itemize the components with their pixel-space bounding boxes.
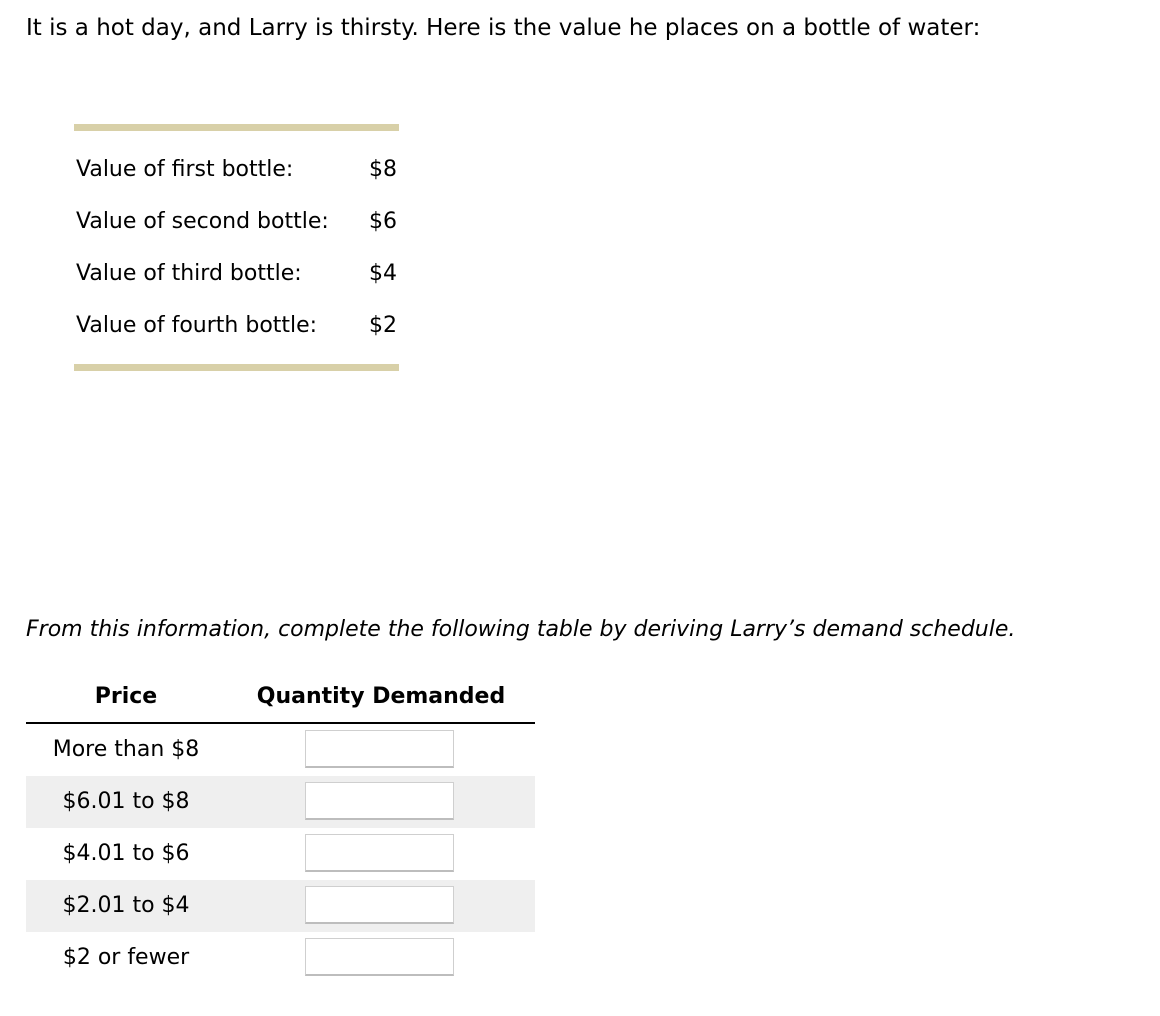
bottle-value-amount: $2: [369, 313, 397, 338]
bottle-value-label: Value of first bottle:: [76, 157, 294, 182]
quantity-input[interactable]: [305, 730, 454, 768]
intro-text: It is a hot day, and Larry is thirsty. Here is the value he places on a bottle of water:: [26, 15, 981, 41]
instruction-text: From this information, complete the following table by deriving Larry’s demand schedule.: [26, 617, 1016, 642]
table-row: [26, 932, 535, 984]
bottle-value-row: [76, 144, 397, 196]
bottle-value-amount: $8: [369, 157, 397, 182]
price-range: $2 or fewer: [62, 945, 190, 970]
quantity-input[interactable]: [305, 782, 454, 820]
bottle-value-row: [76, 196, 397, 248]
bottle-value-row: [76, 248, 397, 300]
table-row: [26, 828, 535, 880]
table-row: [26, 880, 535, 932]
table-row: [26, 724, 535, 776]
bottle-value-row: [76, 300, 397, 352]
quantity-input[interactable]: [305, 938, 454, 976]
top-divider: [74, 124, 399, 131]
table-header: [26, 680, 535, 724]
quantity-column-header: Quantity Demanded: [256, 684, 506, 709]
bottom-divider: [74, 364, 399, 371]
price-range: $6.01 to $8: [62, 789, 190, 814]
bottle-value-amount: $4: [369, 261, 397, 286]
bottle-value-label: Value of third bottle:: [76, 261, 302, 286]
price-range: $4.01 to $6: [62, 841, 190, 866]
bottle-values-box: [74, 124, 399, 372]
bottle-value-amount: $6: [369, 209, 397, 234]
price-range: More than $8: [52, 737, 200, 762]
quantity-input[interactable]: [305, 886, 454, 924]
table-row: [26, 776, 535, 828]
price-range: $2.01 to $4: [62, 893, 190, 918]
bottle-value-label: Value of second bottle:: [76, 209, 329, 234]
quantity-input[interactable]: [305, 834, 454, 872]
bottle-value-label: Value of fourth bottle:: [76, 313, 318, 338]
demand-schedule-table: [26, 680, 535, 984]
price-column-header: Price: [94, 684, 158, 709]
